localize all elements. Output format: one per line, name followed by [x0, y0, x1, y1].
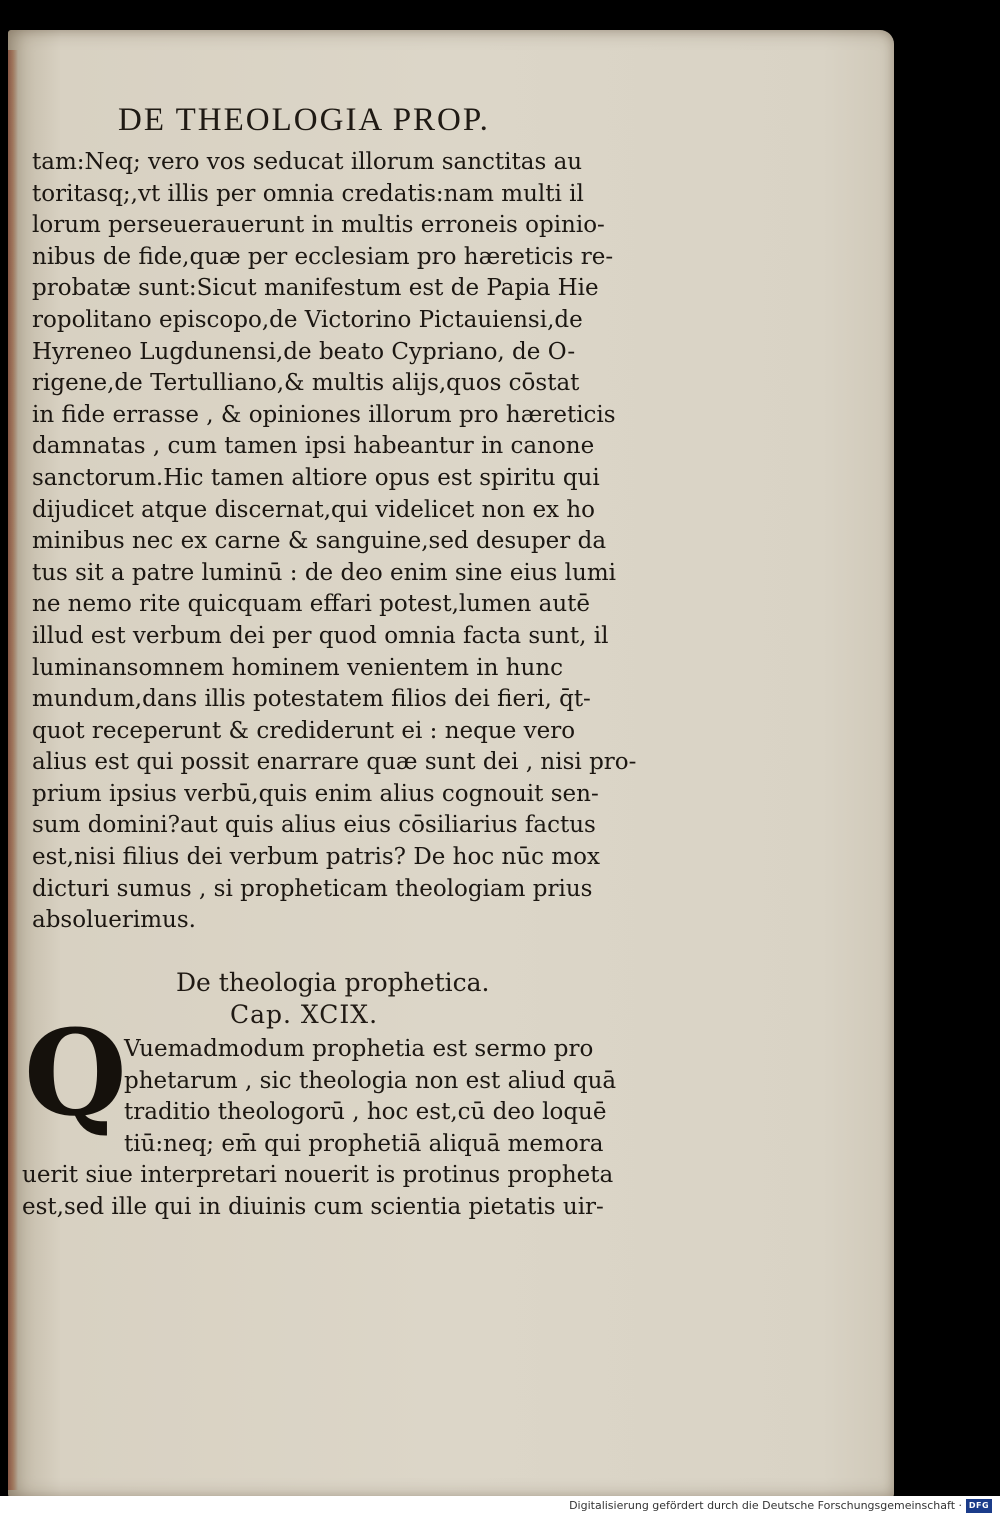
footer-bar [0, 1496, 1000, 1518]
text-line: sum domini?aut quis alius eius cōsiliarius factus [32, 812, 596, 839]
chapter-title: De theologia prophetica. [176, 968, 490, 997]
text-line: probatæ sunt:Sicut manifestum est de Papia Hie [32, 275, 599, 302]
page-edge [8, 50, 18, 1490]
chapter-text [22, 1160, 682, 1223]
text-line: mundum,dans illis potestatem filios dei fieri, q̄t- [32, 686, 591, 713]
text-line: dicturi sumus , si propheticam theologiam prius [32, 875, 593, 902]
text-line: toritasq;,vt illis per omnia credatis:nam multi il [32, 180, 584, 207]
text-line: tus sit a patre luminū : de deo enim sine eius lumi [32, 559, 616, 586]
chapter-text-indented [124, 1034, 684, 1160]
text-line: rigene,de Tertulliano,& multis alijs,quos cōstat [32, 370, 580, 397]
text-line: tam:Neq; vero vos seducat illorum sanctitas au [32, 149, 583, 175]
text-line: tiū:neq; em̄ qui prophetiā aliquā memora [124, 1130, 604, 1157]
text-line: dijudicet atque discernat,qui videlicet non ex ho [32, 496, 595, 523]
text-line: luminansomnem hominem venientem in hunc [32, 654, 564, 681]
dfg-logo: DFG [966, 1499, 992, 1513]
text-line: prium ipsius verbū,quis enim alius cognouit sen- [32, 780, 599, 807]
text-line: absoluerimus. [32, 907, 196, 934]
text-line: uerit siue interpretari nouerit is protinus propheta [22, 1162, 614, 1188]
text-line: ropolitano episcopo,de Victorino Pictauiensi,de [32, 306, 583, 333]
text-line: damnatas , cum tamen ipsi habeantur in canone [32, 433, 595, 460]
body-text [32, 147, 672, 937]
chapter-number: Cap. XCIX. [230, 1000, 379, 1029]
text-line: quot receperunt & crediderunt ei : neque vero [32, 717, 576, 744]
text-line: est,nisi filius dei verbum patris? De hoc nūc mox [32, 844, 600, 871]
text-line: alius est qui possit enarrare quæ sunt dei , nisi pro- [32, 749, 637, 776]
running-head: DE THEOLOGIA PROP. [118, 102, 490, 138]
funding-notice: Digitalisierung gefördert durch die Deutsche Forschungsgemeinschaft · [569, 1499, 962, 1512]
text-line: illud est verbum dei per quod omnia facta sunt, il [32, 622, 609, 649]
text-line: traditio theologorū , hoc est,cū deo loquē [124, 1099, 607, 1126]
text-line: minibus nec ex carne & sanguine,sed desuper da [32, 528, 607, 555]
text-line: est,sed ille qui in diuinis cum scientia pietatis uir- [22, 1193, 604, 1220]
text-line: sanctorum.Hic tamen altiore opus est spiritu qui [32, 464, 600, 491]
text-line: phetarum , sic theologia non est aliud quā [124, 1067, 617, 1094]
text-line: Hyreneo Lugdunensi,de beato Cypriano, de O- [32, 338, 576, 365]
text-line: lorum perseuerauerunt in multis erroneis opinio- [32, 212, 605, 239]
decorated-initial: Q [24, 1003, 127, 1142]
text-line: Vuemadmodum prophetia est sermo pro [124, 1036, 594, 1062]
text-line: ne nemo rite quicquam effari potest,lumen autē [32, 591, 590, 618]
text-line: in fide errasse , & opiniones illorum pro hæreticis [32, 401, 616, 428]
text-line: nibus de fide,quæ per ecclesiam pro hæreticis re- [32, 243, 614, 270]
